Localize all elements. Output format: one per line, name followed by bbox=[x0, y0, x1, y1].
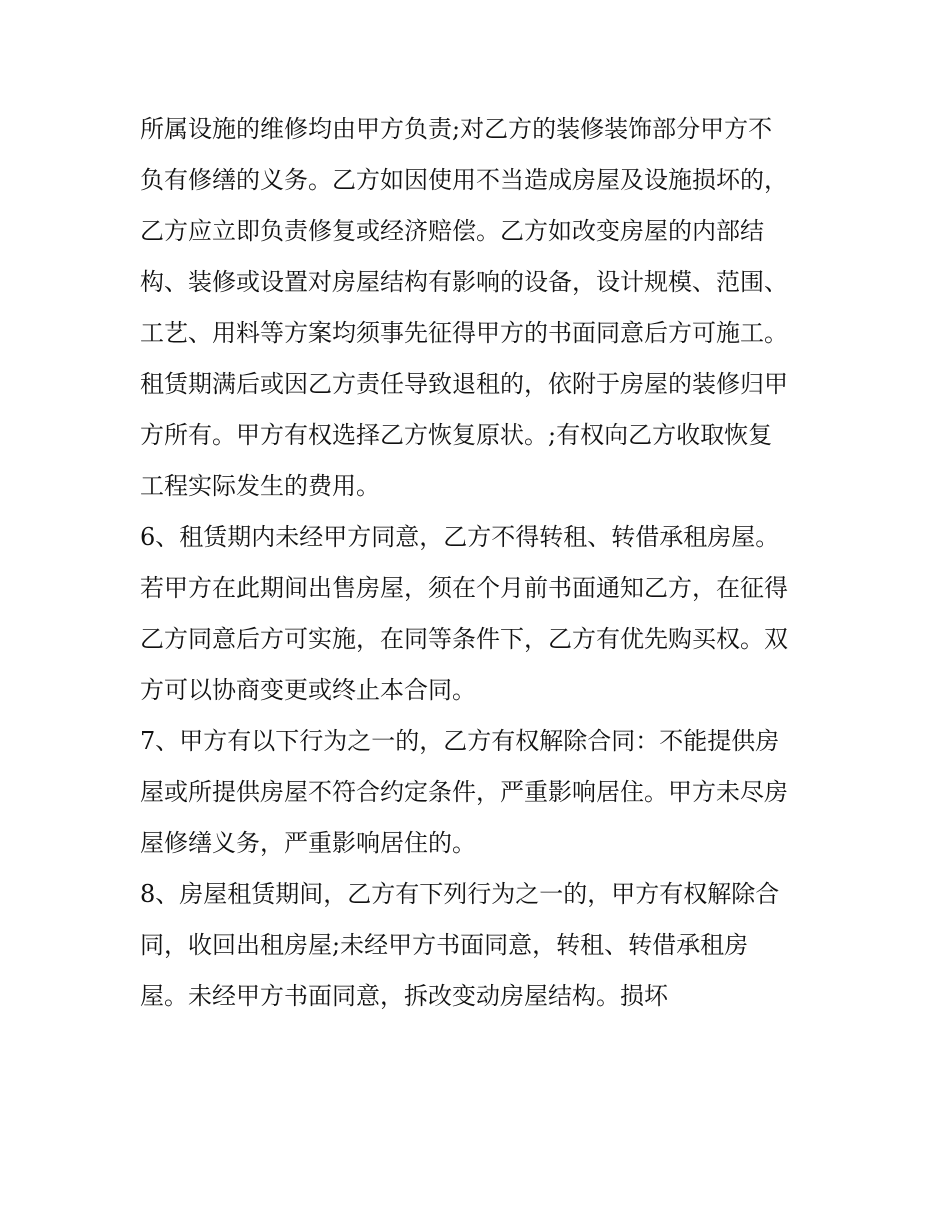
text-line: 8、房屋租赁期间，乙方有下列行为之一的，甲方有权解除合 bbox=[140, 880, 780, 908]
text-line: 方所有。甲方有权选择乙方恢复原状。;有权向乙方收取恢复 bbox=[140, 421, 773, 449]
text-line: 租赁期满后或因乙方责任导致退租的，依附于房屋的装修归甲 bbox=[140, 370, 788, 398]
text-line: 同，收回出租房屋;未经甲方书面同意，转租、转借承租房 bbox=[140, 931, 749, 959]
text-line: 7、甲方有以下行为之一的，乙方有权解除合同：不能提供房 bbox=[140, 727, 780, 755]
text-line: 构、装修或设置对房屋结构有影响的设备，设计规模、范围、 bbox=[140, 268, 788, 296]
text-line: 6、租赁期内未经甲方同意，乙方不得转租、转借承租房屋。 bbox=[140, 523, 780, 551]
text-line: 屋。未经甲方书面同意，拆改变动房屋结构。损坏 bbox=[140, 982, 668, 1010]
text-line: 若甲方在此期间出售房屋，须在个月前书面通知乙方，在征得 bbox=[140, 574, 788, 602]
text-line: 负有修缮的义务。乙方如因使用不当造成房屋及设施损坏的， bbox=[140, 166, 788, 194]
text-line: 屋或所提供房屋不符合约定条件，严重影响居住。甲方未尽房 bbox=[140, 778, 788, 806]
text-line: 乙方同意后方可实施，在同等条件下，乙方有优先购买权。双 bbox=[140, 625, 788, 653]
text-line: 工程实际发生的费用。 bbox=[140, 472, 380, 500]
document-body bbox=[140, 104, 840, 1022]
text-line: 所属设施的维修均由甲方负责;对乙方的装修装饰部分甲方不 bbox=[140, 115, 773, 143]
text-line: 乙方应立即负责修复或经济赔偿。乙方如改变房屋的内部结 bbox=[140, 217, 764, 245]
text-line: 方可以协商变更或终止本合同。 bbox=[140, 676, 476, 704]
text-line: 工艺、用料等方案均须事先征得甲方的书面同意后方可施工。 bbox=[140, 319, 788, 347]
text-line: 屋修缮义务，严重影响居住的。 bbox=[140, 829, 476, 857]
